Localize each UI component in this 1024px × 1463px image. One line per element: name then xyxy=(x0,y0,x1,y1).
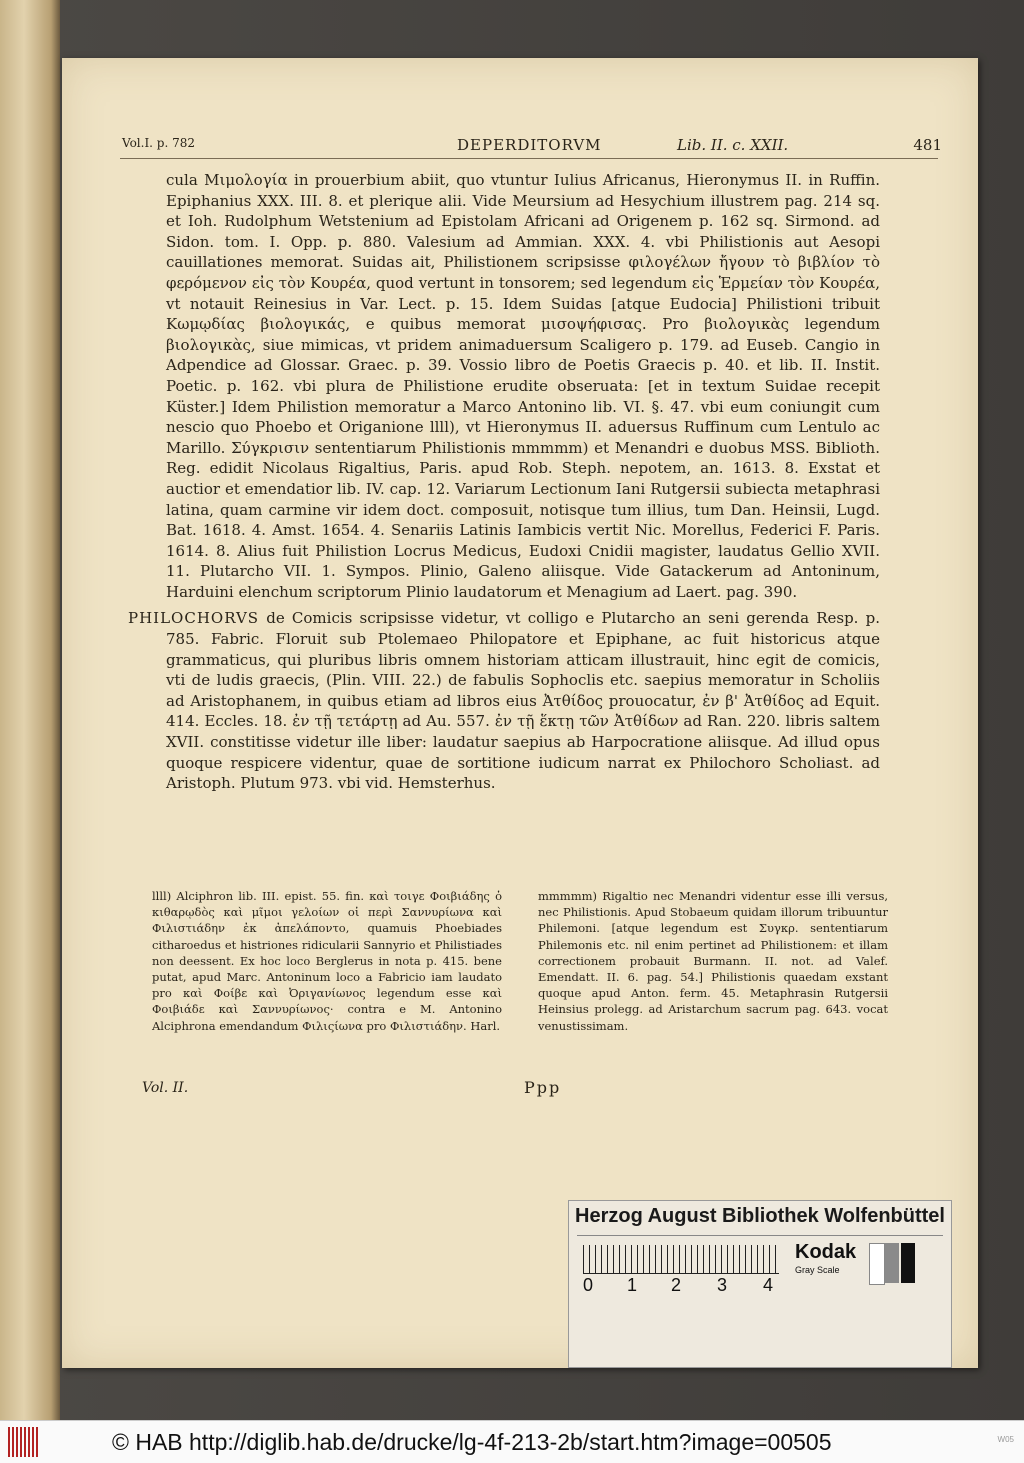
ruler-number: 2 xyxy=(671,1275,682,1295)
ruler-number: 0 xyxy=(583,1275,594,1295)
paragraph-philistion: cula Μιμολογία in prouerbium abiit, quo vtuntur Iulius Africanus, Hieronymus II. in Ruffin. Epiphanius XXX. III. 8. et plerique alii. Vide Meursium ad Hesychium illustrem pag. 214 sq. et Ioh. Rudolphum Wetstenium ad Epistolam Africani ad Origenem p. 162 sq. Sirmond. ad Sidon. tom. I. Opp. p. 880. Valesium ad Ammian. XXX. 4. vbi Philistionis aut Aesopi cauillationes memorat. Suidas ait, Philistionem scripsisse φιλογέλων ἤγουν τὸ βιβλίον τὸ φερόμενον εἰς τὸν Κουρέα, quod vertunt in tonsorem; sed legendum εἰς Ἑρμείαν τὸν Κουρέα, vt notauit Reinesius in Var. Lect. p. 15. Idem Suidas [atque Eudocia] Philistioni tribuit Κωμῳδίας βιολογικάς, e quibus memorat μισοψήφισας. Pro βιολογικὰς legendum βιολογικὰς, siue mimicas, vt pridem animaduersum Scaligero p. 179. ad Euseb. Cangio in Adpendice ad Glossar. Graec. p. 39. Vossio libro de Poetis Graecis p. 40. et lib. II. Instit. Poetic. p. 162. vbi plura de Philistione erudite obseruata: [et in textum Suidae recepit Küster.] Idem Philistion memoratur a Marco Antonino lib. VI. §. 47. vbi eum coniungit cum nescio quo Phoebo et Origanione llll), vt Hieronymus II. aduersus Ruffinum cum Lentulo ac Marillo. Σύγκρισιν sententiarum Philistionis mmmmm) et Menandri e duobus MSS. Biblioth. Reg. edidit Nicolaus Rigaltius, Paris. apud Rob. Steph. nepotem, an. 1613. 8. Exstat et auctior et emendatior lib. IV. cap. 12. Variarum Lectionum Iani Rutgersii subiecta metaphrasi latina, quam carmine vir idem doct. composuit, notisque tum illius, tum Dan. Heinsii, Lugd. Bat. 1618. 4. Amst. 1654. 4. Senariis Latinis Iambicis vertit Nic. Morellus, Federici F. Paris. 1614. 8. Alius fuit Philistion Locrus Medicus, Eudoxi Cnidii magister, laudatus Gellio XVII. 11. Plutarcho VII. 1. Sympos. Plinio, Galeno aliisque. Vide Gatackerum ad Antoninum, Harduini elenchum scriptorum Plinio laudatorum et Menagium ad Laert. pag. 390. xyxy=(166,171,880,601)
paragraph-philochorus xyxy=(128,608,880,793)
gray-scale-label: Gray Scale xyxy=(795,1265,840,1275)
footnote-llll: llll) Alciphron lib. III. epist. 55. fin. καὶ τοιγε Φοιβιάδης ὁ κιθαρῳδὸς καὶ μῖμοι γελοίων οἱ περὶ Σαννυρίωνα καὶ Φιλιστιάδην ἐκ ἀπελάποντο, quamuis Phoebiades citharoedus et histriones ridicularii Sannyrio et Philistiades non deessent. Ex hoc loco Berglerus in nota p. 415. bene putat, apud Marc. Antoninum loco a Fabricio iam laudato pro καὶ Φοίβε καὶ Ὀριγανίωνος legendum esse καὶ Φοιβιάδε καὶ Σαννυρίωνος· contra e M. Antonino Alciphrona emendandum Φιλιςίωνα pro Φιλιστιάδην. Harl. xyxy=(152,889,502,1033)
copyright-url[interactable]: © HAB http://diglib.hab.de/drucke/lg-4f-213-2b/start.htm?image=00505 xyxy=(112,1429,832,1455)
viewer-footer xyxy=(0,1420,1024,1463)
library-name: Herzog August Bibliothek Wolfenbüttel xyxy=(575,1205,945,1227)
scale-ruler xyxy=(583,1245,779,1274)
book-page xyxy=(62,58,978,1368)
footer-mark: W05 xyxy=(997,1435,1014,1444)
running-title: DEPERDITORVM xyxy=(457,136,602,154)
gray-patch-black xyxy=(901,1243,915,1283)
card-divider xyxy=(577,1235,943,1236)
book-chapter-reference: Lib. II. c. XXII. xyxy=(677,136,789,154)
volume-reference: Vol.I. p. 782 xyxy=(122,136,196,150)
hab-logo-icon xyxy=(8,1427,38,1457)
gray-patch-white xyxy=(869,1243,885,1285)
entry-headword: PHILOCHORVS xyxy=(128,609,260,628)
page-number: 481 xyxy=(913,136,942,154)
header-rule xyxy=(120,158,938,159)
ruler-number: 3 xyxy=(717,1275,728,1295)
main-text xyxy=(128,170,880,794)
kodak-logo: Kodak xyxy=(795,1241,857,1263)
footnote-mmmmm: mmmmm) Rigaltio nec Menandri videntur esse illi versus, nec Philistionis. Apud Stobaeum quidam illorum tribuuntur Philemoni. [atque legendum est Συγκρ. sententiarum Philemonis etc. nil enim pertinet ad Philistionem: et illam correctionem probauit Burmann. II. not. ad Valef. Emendatt. II. 6. pag. 54.] Philistionis quaedam exstant quoque apud Anton. ferm. 45. Metaphrasin Rutgersii Heinsius prolegg. ad Aristarchum sacrum pag. 643. vocat venustissimam. xyxy=(538,889,888,1033)
gray-patch-mid xyxy=(885,1243,899,1283)
ruler-number: 1 xyxy=(627,1275,638,1295)
sheet-signature: Ppp xyxy=(524,1078,562,1097)
running-head xyxy=(122,136,942,160)
color-calibration-card xyxy=(568,1200,952,1368)
volume-signature: Vol. II. xyxy=(142,1080,189,1096)
facing-page-edge xyxy=(0,0,60,1420)
entry-text: de Comicis scripsisse videtur, vt colligo e Plutarcho an seni gerenda Resp. p. 785. Fabric. Floruit sub Ptolemaeo Philopatore et Epiphane, ac fuit historicus atque grammaticus, qui pluribus libris omnem historiam atticam illustrauit, hinc egit de comicis, vti de ludis graecis, (Plin. VIII. 22.) de fabulis Sophoclis etc. saepius memoratur in Scholiis ad Aristophanem, in quibus etiam ad libros eius Ἀτθίδος prouocatur, ἐν β' Ἀτθίδος ad Equit. 414. Eccles. 18. ἐν τῇ τετάρτῃ ad Au. 557. ἐν τῇ ἕκτῃ τῶν Ἀτθίδων ad Ran. 220. libris saltem XVII. constitisse videtur ille liber: laudatur saepius ab Harpocratione aliisque. Ad illud opus quoque respicere videntur, quae de sortitione iudicum narrat ex Philochoro Scholiast. ad Aristoph. Plutum 973. vbi vid. Hemsterhus. xyxy=(166,609,880,793)
ruler-number: 4 xyxy=(763,1275,774,1295)
